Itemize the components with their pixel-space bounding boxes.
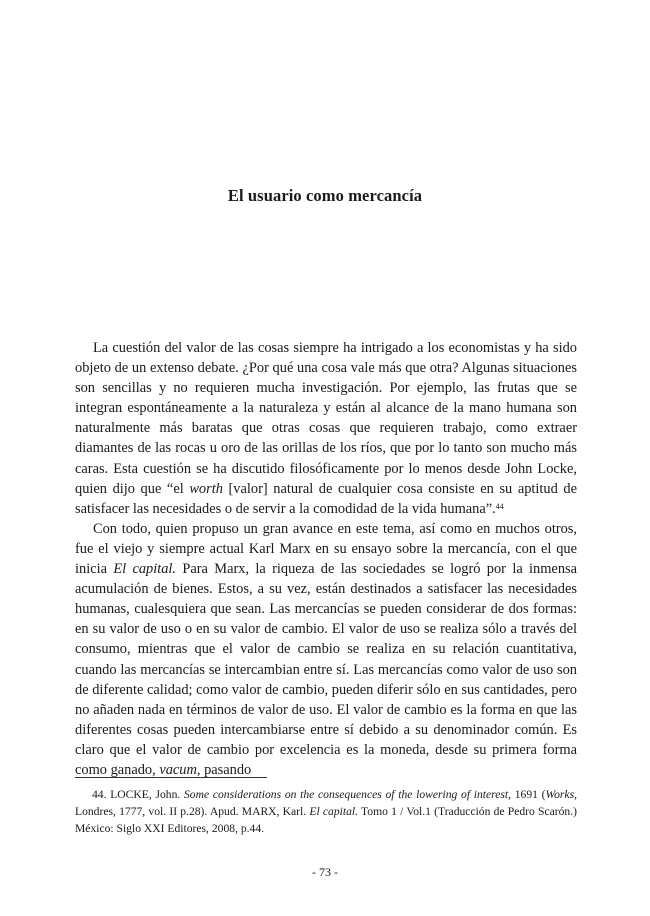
text-run: Con todo, quien propuso un gran avance en este tema, así como en muchos otros, fue el viejo y siempre actual Karl Marx en su ensayo sobre la mercancía, con el que inicia	[75, 520, 577, 578]
text-run: Para Marx, la riqueza de las sociedades se logró por la inmensa acumulación de bienes. Estos, a su vez, están destinados a satisfacer las necesidades humanas, cualesquiera que sean. Las mercancías se pueden considerar de dos formas: en su valor de uso o en su valor de cambio. El valor de uso se realiza sólo a través del consumo, mientras que el valor de cambio se realiza en su relación cuantitativa, cuando las mercancías se intercambian entre sí. Las mercancías como valor de uso son de diferente calidad; como valor de cambio, pueden diferir sólo en sus cantidades, pero no añaden nada en términos de valor de uso. El valor de cambio es la forma en que las diferentes cosas pueden intercambiarse entre sí debido a su denominador común. Es claro que el valor de cambio por excelencia es la moneda, desde su primera forma como ganado,	[75, 561, 578, 778]
italic-text: worth	[189, 480, 223, 497]
paragraph-1	[75, 338, 577, 519]
italic-text: El capital.	[113, 561, 177, 578]
chapter-title: El usuario como mercancía	[227, 186, 423, 205]
italic-text: El capital.	[309, 804, 359, 818]
text-run: [valor] natural de cualquier cosa consiste en su aptitud de satisfacer las necesidades o de servir a la comodidad de la vida humana”.	[75, 480, 577, 517]
text-run: Tomo 1 / Vol.1 (Traducción de Pedro Scarón.) México: Siglo XXI Editores, 2008, p.44.	[75, 804, 577, 835]
text-run: La cuestión del valor de las cosas siempre ha intrigado a los economistas y ha sido objeto de un extenso debate. ¿Por qué una cosa vale más que otra? Algunas situaciones son sencillas y no requieren mucha investigación. Por ejemplo, las frutas que se integran espontáneamente a la naturaleza y están al alcance de la mano humana son naturalmente más baratas que otras cosas que requieren trabajo, como extraer diamantes de las rocas u oro de las orillas de los ríos, que por lo tanto son mucho más caras. Esta cuestión se ha discutido filosóficamente por lo menos desde John Locke, quien dijo que “el	[75, 340, 577, 497]
italic-text: vacum	[159, 761, 197, 778]
text-run: , Londres, 1777, vol. II p.28). Apud. MARX, Karl.	[75, 788, 577, 818]
italic-text: Some considerations on the consequences of the lowering of interest	[184, 788, 509, 801]
italic-text: Works	[545, 788, 575, 801]
paragraph-2	[75, 519, 577, 780]
page-number: - 73 -	[312, 865, 338, 879]
footnote-divider	[75, 777, 267, 778]
footnote-marker: 44	[495, 501, 504, 511]
text-run: 44. LOCKE, John.	[92, 788, 184, 801]
body-text	[75, 338, 577, 780]
text-run: , 1691 (	[508, 788, 546, 801]
footnote-44	[75, 787, 577, 837]
text-run: , pasando	[196, 761, 252, 778]
